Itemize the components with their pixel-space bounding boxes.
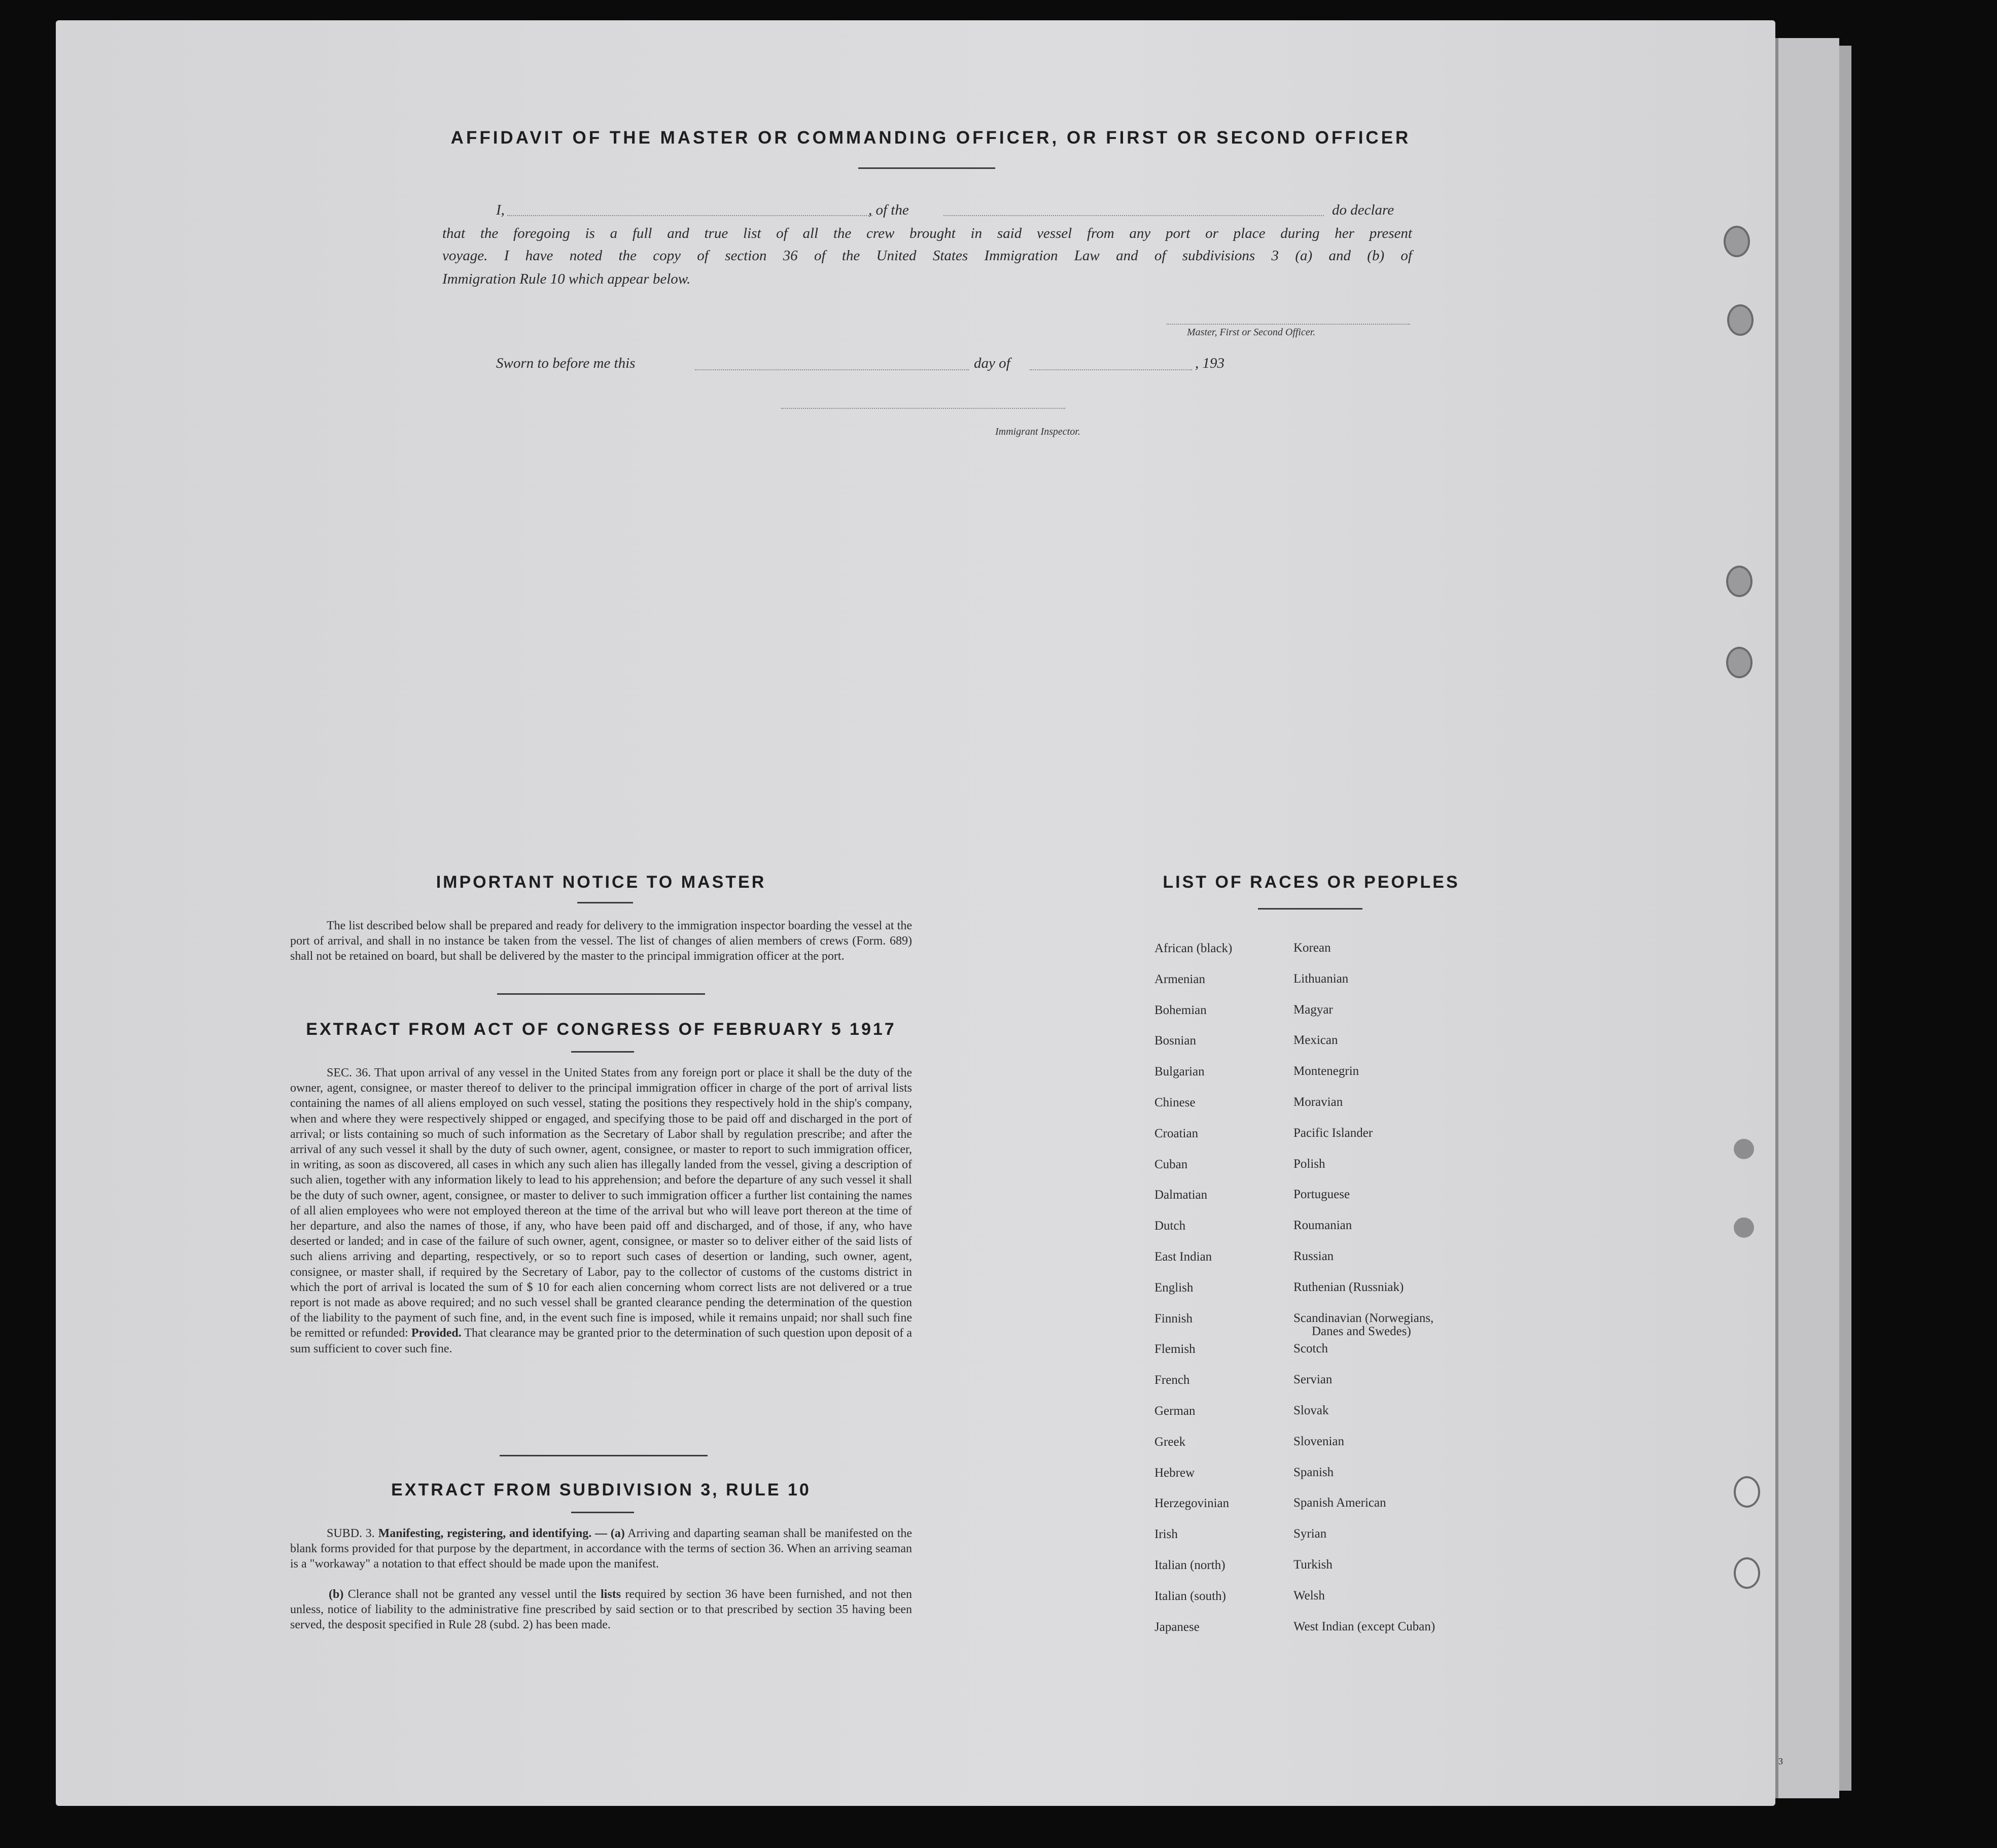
provided-bold: Provided. [411, 1327, 462, 1340]
race-name: Lithuanian [1293, 971, 1349, 986]
race-name: Russian [1293, 1249, 1334, 1263]
race-name: Scandinavian (Norwegians, Danes and Swedes) [1293, 1311, 1434, 1338]
race-name: Herzegovinian [1154, 1496, 1230, 1511]
races-underline [1258, 908, 1362, 910]
name-field[interactable] [507, 215, 872, 216]
act-extract-title: EXTRACT FROM ACT OF CONGRESS OF FEBRUARY 5 1917 [306, 1020, 896, 1039]
edge-number: 3 [1778, 1756, 1783, 1766]
race-name: Slovak [1293, 1404, 1329, 1417]
race-name: Hebrew [1154, 1466, 1195, 1480]
act-text-main: SEC. 36. That upon arrival of any vessel in the United States from any foreign port or place it shall be the duty of the owner, agent, consignee, or master thereof to deliver to the principal immigration officer in charge of the port of arrival lists containing the names of all aliens employed on such vessel, stating the positions they respectively hold in the ship's company, when and where they were respectively shipped or engaged, and specifying those to be paid off and discharged in the port of arrival; or lists containing so much of such information as the Secretary of Labor shall by regulation prescribe; and after the arrival of any such vessel it shall by the duty of such owner, agent, consignee, or master to report to such immigration officer, in writing, as soon as discovered, all cases in which any such alien has illegally landed from the vessel, giving a description of such alien, together with any information likely to lead to his apprehension; and before the departure of any such vessel it shall be the duty of such owner, agent, consignee, or master to deliver to such immigration officer a further list containing the names of all alien employees who were not employed thereon at the time of the arrival but who will leave port thereon at the time of her departure, and also the names of those, if any, who have been paid off and discharged, and of those, if any, who have deserted or landed; and in case of the failure of such owner, agent, consignee, or master so to deliver either of the said lists of such aliens arriving and departing, respectively, or so to report such cases of desertion or landing, such owner, agent, consignee, or master shall, if required by the Secretary of Labor, pay to the collector of customs of the customs district in which the port of arrival is located the sum of $ 10 for each alien concerning whom correct lists are not delivered or a true report is not made as above required; and no such vessel shall be granted clearance pending the determination of the question of the liability to the payment of such fine, and, in the event such fine is imposed, while it remains unpaid; nor shall such fine be remitted or refunded: [290, 1066, 912, 1340]
binder-hole [1734, 1557, 1760, 1589]
do-declare-label: do declare [1332, 202, 1394, 218]
race-name: Korean [1293, 941, 1331, 955]
race-name: Roumanian [1293, 1218, 1352, 1233]
race-name: Bulgarian [1154, 1065, 1205, 1079]
race-name: Japanese [1154, 1620, 1200, 1634]
race-name: West Indian (except Cuban) [1293, 1619, 1435, 1633]
binder-hole [1726, 647, 1753, 678]
a-label: (a) [610, 1527, 625, 1540]
race-name: Bohemian [1154, 1003, 1207, 1017]
sworn-month-field[interactable] [1030, 369, 1192, 370]
notice-text: The list described below shall be prepared and ready for delivery to the immigration inspector boarding the vessel at the port of arrival, and shall in no instance be taken from the vessel. The list of changes of alien members of crews (Form. 689) shall not be retained on board, but shall be delivered by the master to the principal immigration officer at the port. [290, 919, 912, 963]
section-divider [497, 993, 705, 995]
b-text-1: Clerance shall not be granted any vessel until the [347, 1588, 597, 1601]
race-name: Spanish [1293, 1465, 1334, 1479]
race-name: Portuguese [1293, 1188, 1350, 1202]
a-text: Arriving and daparting seaman shall be manifested on the blank forms provided for that purpose by the department, in accordance with the terms of section 36. When an arriving seaman is a "workaway" a notation to that effect should be made upon the manifest. [290, 1527, 913, 1571]
inspector-caption: Immigrant Inspector. [995, 426, 1080, 437]
race-name: Moravian [1293, 1095, 1343, 1109]
race-name: Armenian [1154, 972, 1205, 986]
subd-label: SUBD. 3. [327, 1527, 375, 1540]
race-name: Turkish [1293, 1558, 1333, 1572]
race-name: Italian (north) [1154, 1558, 1225, 1572]
race-name: African (black) [1154, 942, 1233, 955]
binder-hole [1734, 1139, 1754, 1159]
day-of-label: day of [974, 355, 1010, 371]
race-name: Finnish [1154, 1311, 1193, 1326]
sworn-day-field[interactable] [695, 369, 969, 370]
race-name: Scotch [1293, 1342, 1328, 1356]
race-name: Cuban [1154, 1157, 1188, 1171]
inspector-signature-field[interactable] [781, 408, 1065, 409]
binder-hole [1727, 304, 1754, 336]
race-name: Italian (south) [1154, 1589, 1226, 1603]
race-name: Chinese [1154, 1096, 1196, 1109]
b-label: (b) [329, 1588, 344, 1601]
race-name: Mexican [1293, 1033, 1338, 1048]
year-label: , 193 [1195, 355, 1224, 371]
subd-heading: Manifesting, registering, and identifying. — [378, 1527, 607, 1540]
title-underline [858, 167, 995, 169]
race-name: Greek [1154, 1435, 1186, 1449]
race-name: Ruthenian (Russniak) [1293, 1280, 1404, 1294]
race-name: Dutch [1154, 1219, 1186, 1233]
signature-caption: Master, First or Second Officer. [1187, 327, 1316, 338]
affidavit-line-2: that the foregoing is a full and true list of all the crew brought in said vessel from any port or place during her present [442, 225, 1412, 241]
act-extract-text [290, 1065, 912, 1356]
binder-hole [1726, 566, 1753, 597]
binder-hole [1734, 1217, 1754, 1238]
race-name: Spanish American [1293, 1496, 1386, 1510]
race-name: Servian [1293, 1373, 1333, 1387]
race-name: Bosnian [1154, 1034, 1196, 1048]
notice-title: IMPORTANT NOTICE TO MASTER [436, 873, 766, 892]
lists-bold: lists [601, 1588, 621, 1601]
race-name: Montenegrin [1293, 1064, 1359, 1078]
race-name: Flemish [1154, 1342, 1196, 1356]
vessel-field[interactable] [943, 215, 1324, 216]
race-name: Syrian [1293, 1527, 1327, 1541]
race-name: Welsh [1293, 1588, 1325, 1602]
act-extract-underline [571, 1051, 634, 1053]
race-name: Slovenian [1293, 1434, 1344, 1448]
binder-hole [1724, 226, 1750, 257]
race-name: German [1154, 1404, 1196, 1418]
act-text-end: That clearance may be granted prior to the determination of such question upon deposit of a sum sufficient to cover such fine. [290, 1327, 912, 1355]
binder-hole [1734, 1476, 1760, 1508]
affidavit-title: AFFIDAVIT OF THE MASTER OR COMMANDING OFFICER, OR FIRST OR SECOND OFFICER [450, 128, 1411, 148]
race-name: Dalmatian [1154, 1188, 1208, 1202]
race-name-continuation: Danes and Swedes) [1312, 1324, 1411, 1338]
race-name: Pacific Islander [1293, 1126, 1373, 1140]
race-name: Irish [1154, 1527, 1178, 1542]
rule-extract-text-a [290, 1526, 912, 1572]
race-name: Polish [1293, 1157, 1325, 1171]
race-name: English [1154, 1280, 1194, 1295]
race-name: Magyar [1293, 1002, 1333, 1017]
race-name: Croatian [1154, 1126, 1199, 1140]
race-name: East Indian [1154, 1250, 1212, 1264]
section-divider [500, 1455, 708, 1456]
notice-underline [577, 902, 633, 903]
b-text-2: required by section 36 have been furnished, and not then unless, notice of liability to the administrative fine prescribed by said section or to that prescribed by section 35 having been served, the desposit specified in Rule 28 (subd. 2) has been made. [290, 1588, 913, 1631]
affidavit-i-label: I, [496, 202, 505, 218]
affidavit-line-3: voyage. I have noted the copy of section 36 of the United States Immigration Law and of subdivisions 3 (a) and (b) of [442, 248, 1412, 264]
rule-extract-title: EXTRACT FROM SUBDIVISION 3, RULE 10 [391, 1480, 811, 1500]
affidavit-line-4: Immigration Rule 10 which appear below. [442, 271, 691, 287]
underlying-page [1775, 38, 1839, 1798]
of-the-label: , of the [868, 202, 909, 218]
rule-extract-underline [571, 1512, 634, 1513]
races-title: LIST OF RACES OR PEOPLES [1163, 873, 1460, 892]
sworn-label: Sworn to before me this [496, 355, 636, 371]
race-name: French [1154, 1373, 1190, 1387]
rule-extract-text-b [290, 1587, 912, 1632]
signature-field[interactable] [1167, 324, 1410, 325]
